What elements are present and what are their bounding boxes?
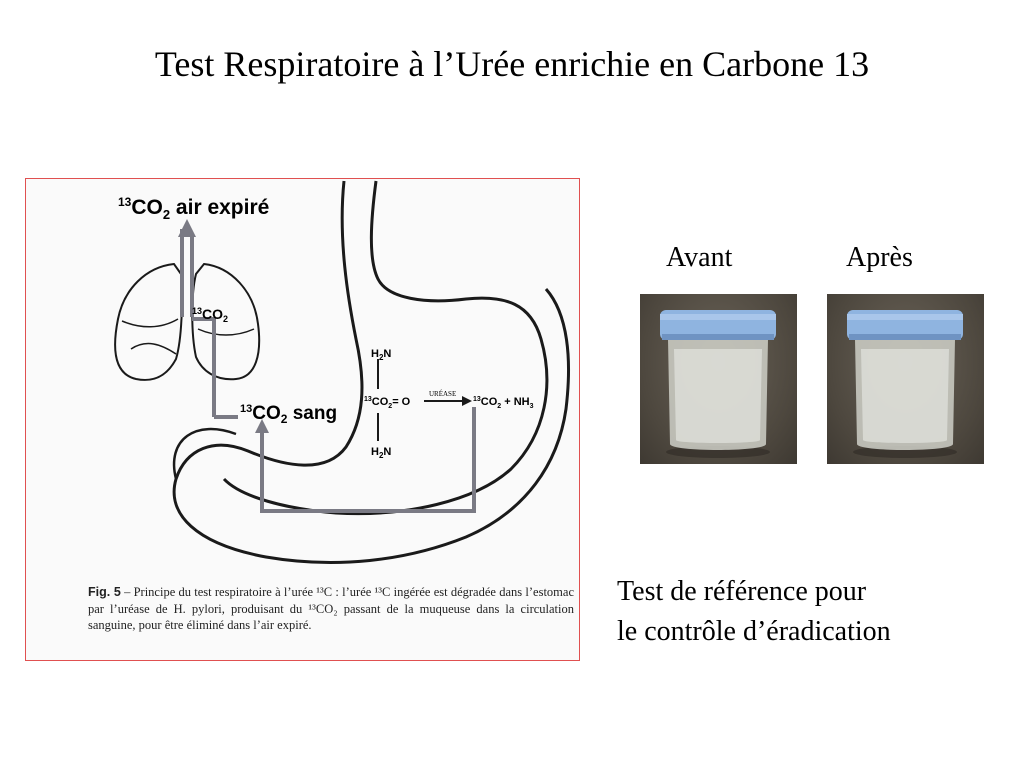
stomach-lower-curve xyxy=(174,429,236,479)
slide-title: Test Respiratoire à l’Urée enrichie en Carbone 13 xyxy=(154,44,870,84)
blood-co2-label: $^{13}CO_2$ sang xyxy=(240,403,338,426)
right-lung-lobe xyxy=(198,329,254,335)
note-line-2: le contrôle d’éradication xyxy=(617,616,891,647)
figure-caption xyxy=(88,584,574,634)
note-line-1: Test de référence pour xyxy=(617,576,867,607)
before-label: Avant xyxy=(666,242,733,273)
reference-test-note xyxy=(617,572,891,652)
lung-co2-label: $^{13}CO_2$ xyxy=(192,306,229,324)
before-sample-photo xyxy=(640,294,797,464)
breath-test-figure xyxy=(25,178,580,661)
figure-number: Fig. 5 xyxy=(88,585,121,599)
urea-h2n-bottom: $H_2N$ xyxy=(371,446,392,460)
left-lung-lobe-2 xyxy=(131,344,176,354)
air-exhaled-label: $^{13}CO_2$ air expiré xyxy=(118,195,270,222)
urea-formula: $^{13}CO_2= O$ xyxy=(364,396,411,410)
urea-h2n-top: $H_2N$ xyxy=(371,348,392,362)
after-label: Après xyxy=(846,242,913,273)
after-sample-photo xyxy=(827,294,984,464)
sample-container-image xyxy=(640,294,797,464)
left-lung-lobe-1 xyxy=(122,319,178,327)
reaction-products: $^{13}CO_2 + NH_3$ xyxy=(473,396,534,410)
sample-container-image xyxy=(827,294,984,464)
figure-caption-text: – Principe du test respiratoire à l’urée ¹³C : l’urée ¹³C ingérée est dégradée dans l’estomac par l’uréase de H. pylori, produisant du ¹³CO₂ passant de la muqueuse dans la circulation sanguine, pour être éliminé dans l’air expiré. xyxy=(88,585,574,632)
urease-enzyme-label: URÉASE xyxy=(429,390,457,398)
urease-arrow-head xyxy=(462,396,472,406)
arrow-head-up-trachea xyxy=(178,219,196,237)
